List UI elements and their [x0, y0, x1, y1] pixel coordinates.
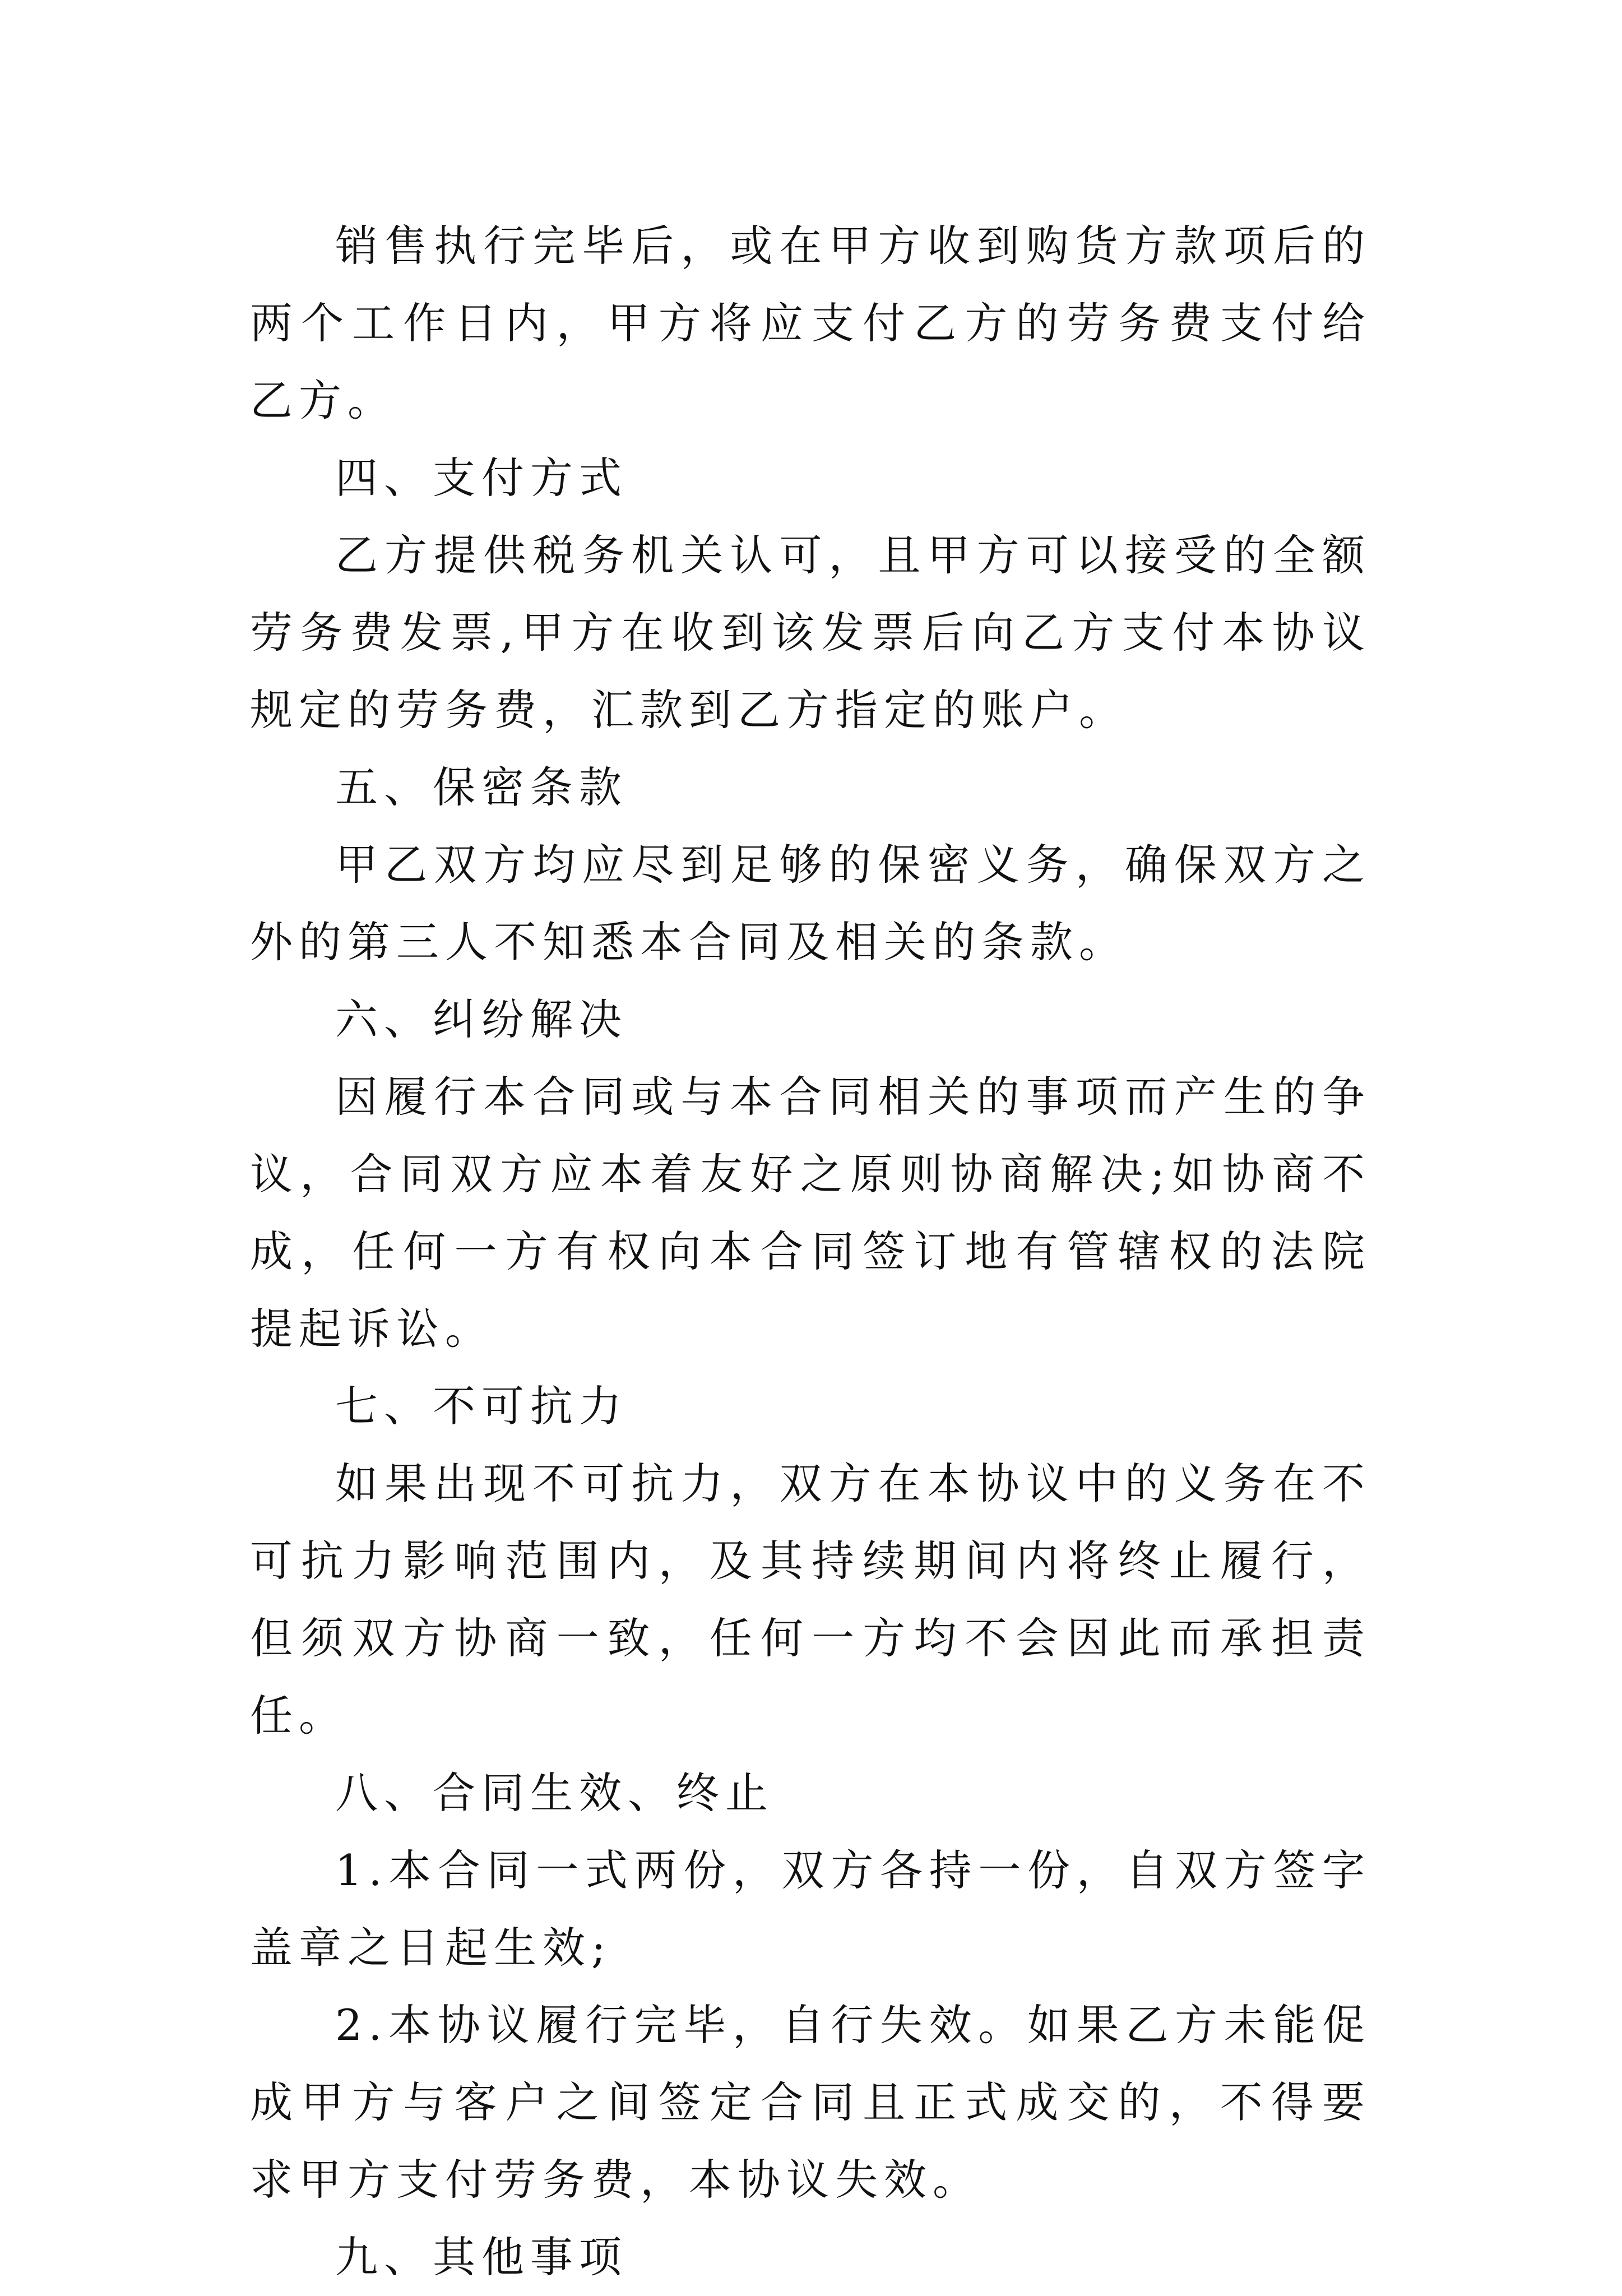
heading-dispute-resolution: 六、纠纷解决 [335, 994, 628, 1044]
paragraph-payment-method: 乙方提供税务机关认可，且甲方可以接受的全额劳务费发票,甲方在收到该发票后向乙方支付本协议规定的劳务费，汇款到乙方指定的账户。 [250, 530, 1371, 735]
document-body [250, 207, 1371, 2296]
heading-payment-method: 四、支付方式 [335, 453, 628, 503]
heading-confidentiality: 五、保密条款 [335, 762, 628, 812]
heading-force-majeure: 七、不可抗力 [335, 1381, 628, 1431]
heading-other-matters: 九、其他事项 [335, 2232, 628, 2282]
paragraph-payment-timing: 销售执行完毕后，或在甲方收到购货方款项后的两个工作日内，甲方将应支付乙方的劳务费支付给乙方。 [250, 221, 1371, 425]
paragraph-force-majeure: 如果出现不可抗力，双方在本协议中的义务在不可抗力影响范围内，及其持续期间内将终止履行，但须双方协商一致，任何一方均不会因此而承担责任。 [250, 1459, 1371, 1740]
paragraph-confidentiality: 甲乙双方均应尽到足够的保密义务，确保双方之外的第三人不知悉本合同及相关的条款。 [250, 840, 1371, 967]
heading-effectiveness-termination: 八、合同生效、终止 [335, 1768, 774, 1818]
paragraph-effectiveness-item-2: 2.本协议履行完毕，自行失效。如果乙方未能促成甲方与客户之间签定合同且正式成交的，不得要求甲方支付劳务费，本协议失效。 [250, 2000, 1371, 2205]
paragraph-effectiveness-item-1: 1.本合同一式两份，双方各持一份，自双方签字盖章之日起生效; [250, 1845, 1371, 1973]
paragraph-dispute-resolution: 因履行本合同或与本合同相关的事项而产生的争议，合同双方应本着友好之原则协商解决;如协商不成，任何一方有权向本合同签订地有管辖权的法院提起诉讼。 [250, 1072, 1371, 1354]
